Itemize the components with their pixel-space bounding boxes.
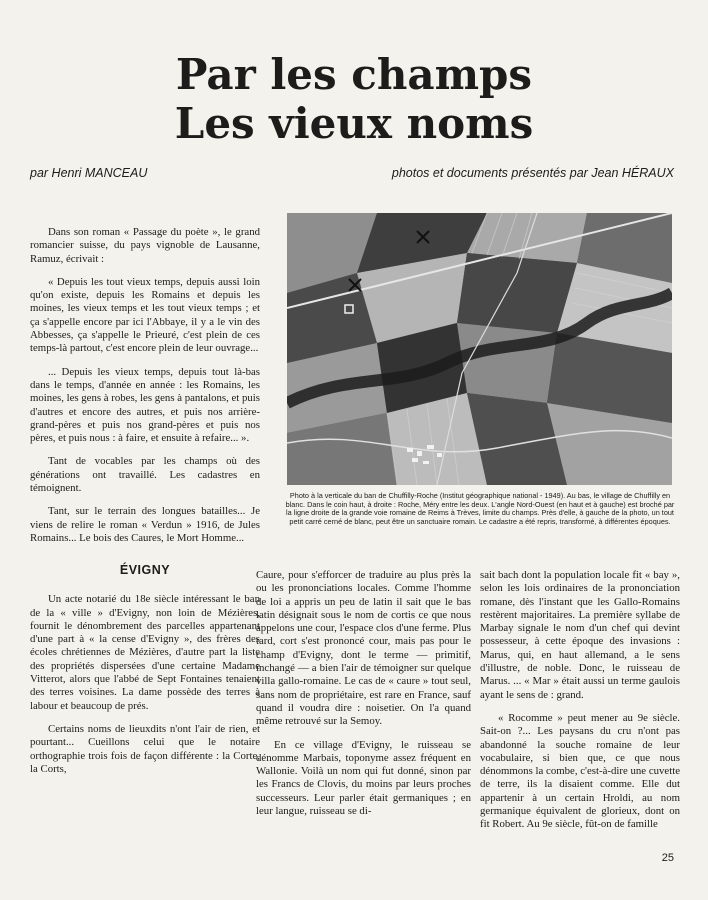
text-column-1 xyxy=(30,226,260,786)
paragraph: Un acte notarié du 18e siècle intéressant le ban de la « ville » d'Evigny, non loin de Mézières, fournit le dénombrement des parcelles appartenant d'une part à « la cense d'Evigny », des frères des écoles chrétiennes de Mézières, d'autre part la liste des propriétés dispersées d'une certaine Madame Vitterot, alors que l'abbé de Sept Fontaines tenaient des terres voisines. La dame possède des terres à labour et beaucoup de prés. xyxy=(30,593,260,712)
author-byline: par Henri MANCEAU xyxy=(30,166,148,180)
aerial-photo-image xyxy=(287,213,672,485)
paragraph: « Depuis les tout vieux temps, depuis aussi loin qu'on existe, depuis les Romains et depuis les moines, les vieux temps et les tout vieux temps ; et ça s'appelle encore par ici l'Abbaye, il y a le vin des Abbesses, ça s'appelle le Prieuré, c'est plein de ces temps-là partout, c'est encore plein de leur ouvrage... xyxy=(30,275,260,355)
paragraph: sait bach dont la population locale fit « bay », selon les lois ordinaires de la prononciation romane, dès l'instant que les Gallo-Romains restèrent majoritaires. La première syllabe de Marbay signale le nom d'un chef qui devint possesseur, à cette époque des invasions : Marus, qui, en haut allemand, a le sens d'illustre, de noble. Donc, le ruisseau de Marus. ... « Mar » était aussi un terme gaulois ayant le sens de : grand. xyxy=(480,569,680,701)
paragraph: En ce village d'Evigny, le ruisseau se dénomme Marbais, toponyme assez fréquent en Wallonie. Voilà un nom qui fut donné, sinon par les Francs de Clovis, du moins par leurs proches successeurs. Leur parler était germaniques ; en leur langue, ruisseau se di- xyxy=(256,738,471,818)
paragraph: Tant de vocables par les champs où des générations ont travaillé. Les cadastres en témoignent. xyxy=(30,455,260,495)
photo-caption: Photo à la verticale du ban de Chuffilly-Roche (Institut géographique national - 1949). Au bas, le village de Chuffilly en blanc. Dans le coin haut, à droite : Roche, Méry entre les deux. L'angle Nord-Ouest (en haut et à gauche) est broché par la ligne droite de la grande voie romaine de Reims à Trèves, limite du champs. Près d'elle, à gauche de la photo, un tout petit carré cerné de blanc, peut être un sanctuaire romain. Le cadastre a été repris, transformé, à différentes époques. xyxy=(285,491,675,526)
section-heading-evigny: ÉVIGNY xyxy=(119,563,171,578)
paragraph: Dans son roman « Passage du poète », le grand romancier suisse, du pays vignoble de Lausanne, Ramuz, écrivait : xyxy=(30,226,260,265)
title-line-2: Les vieux noms xyxy=(174,99,534,148)
paragraph: Certains noms de lieuxdits n'ont l'air de rien, et pourtant... Cueillons celui que le notaire orthographie trois fois de façon différente : la Corte, la Corts, xyxy=(30,722,260,775)
article-title xyxy=(0,50,708,148)
paragraph: ... Depuis les vieux temps, depuis tout là-bas dans le temps, d'année en année : les Romains, les moines, les gens à robes, les gens à pantalons, et puis d'autres et encore des autres, et puis nos arrière-grand-pères et puis nos grand-pères et puis nos pères, et puis nous : à faire, et ensuite à refaire... ». xyxy=(30,365,260,445)
paragraph: « Rocomme » peut mener au 9e siècle. Sait-on ?... Les paysans du cru n'ont pas abandonné la souche romaine de leur vocabulaire, si bien que, ce que nous dénommons la combe, c'est-à-dire une cuvette de terre, ils la disaient comme. Elle dut appartenir à un certain Hroldi, au nom germanique équivalent de glorieux, dont on fit Robert. Au 9e siècle, fût-on de famille xyxy=(480,711,680,831)
aerial-photo xyxy=(287,213,672,485)
paragraph: Caure, pour s'efforcer de traduire au plus près la ou les prononciations locales. Comme l'homme de loi a appris un peu de latin il sait que le bas latin désignait sous le nom de cortis ce que nous appelons une cour, l'espace clos d'une ferme. Plus tard, cort s'est prononcé cour, mais pas pour le champ d'Evigny, dont le terme — primitif, inchangé — a bien l'air de témoigner sur quelque villa gallo-romaine. Le cas de « caure » tout seul, sans nom de propriétaire, est rare en France, sauf quand il voudra dire : noisetier. On l'a quand même retrouvé sur la Semoy. xyxy=(256,569,471,728)
text-column-2 xyxy=(256,569,471,828)
title-line-1: Par les champs xyxy=(175,50,533,99)
paragraph: Tant, sur le terrain des longues batailles... Je viens de relire le roman « Verdun » 1916, de Jules Romains... Le bois des Caures, le Mort Homme... xyxy=(30,505,260,544)
page-number: 25 xyxy=(661,852,674,864)
photo-credit-byline: photos et documents présentés par Jean HÉRAUX xyxy=(391,166,674,180)
text-column-3 xyxy=(480,569,680,842)
